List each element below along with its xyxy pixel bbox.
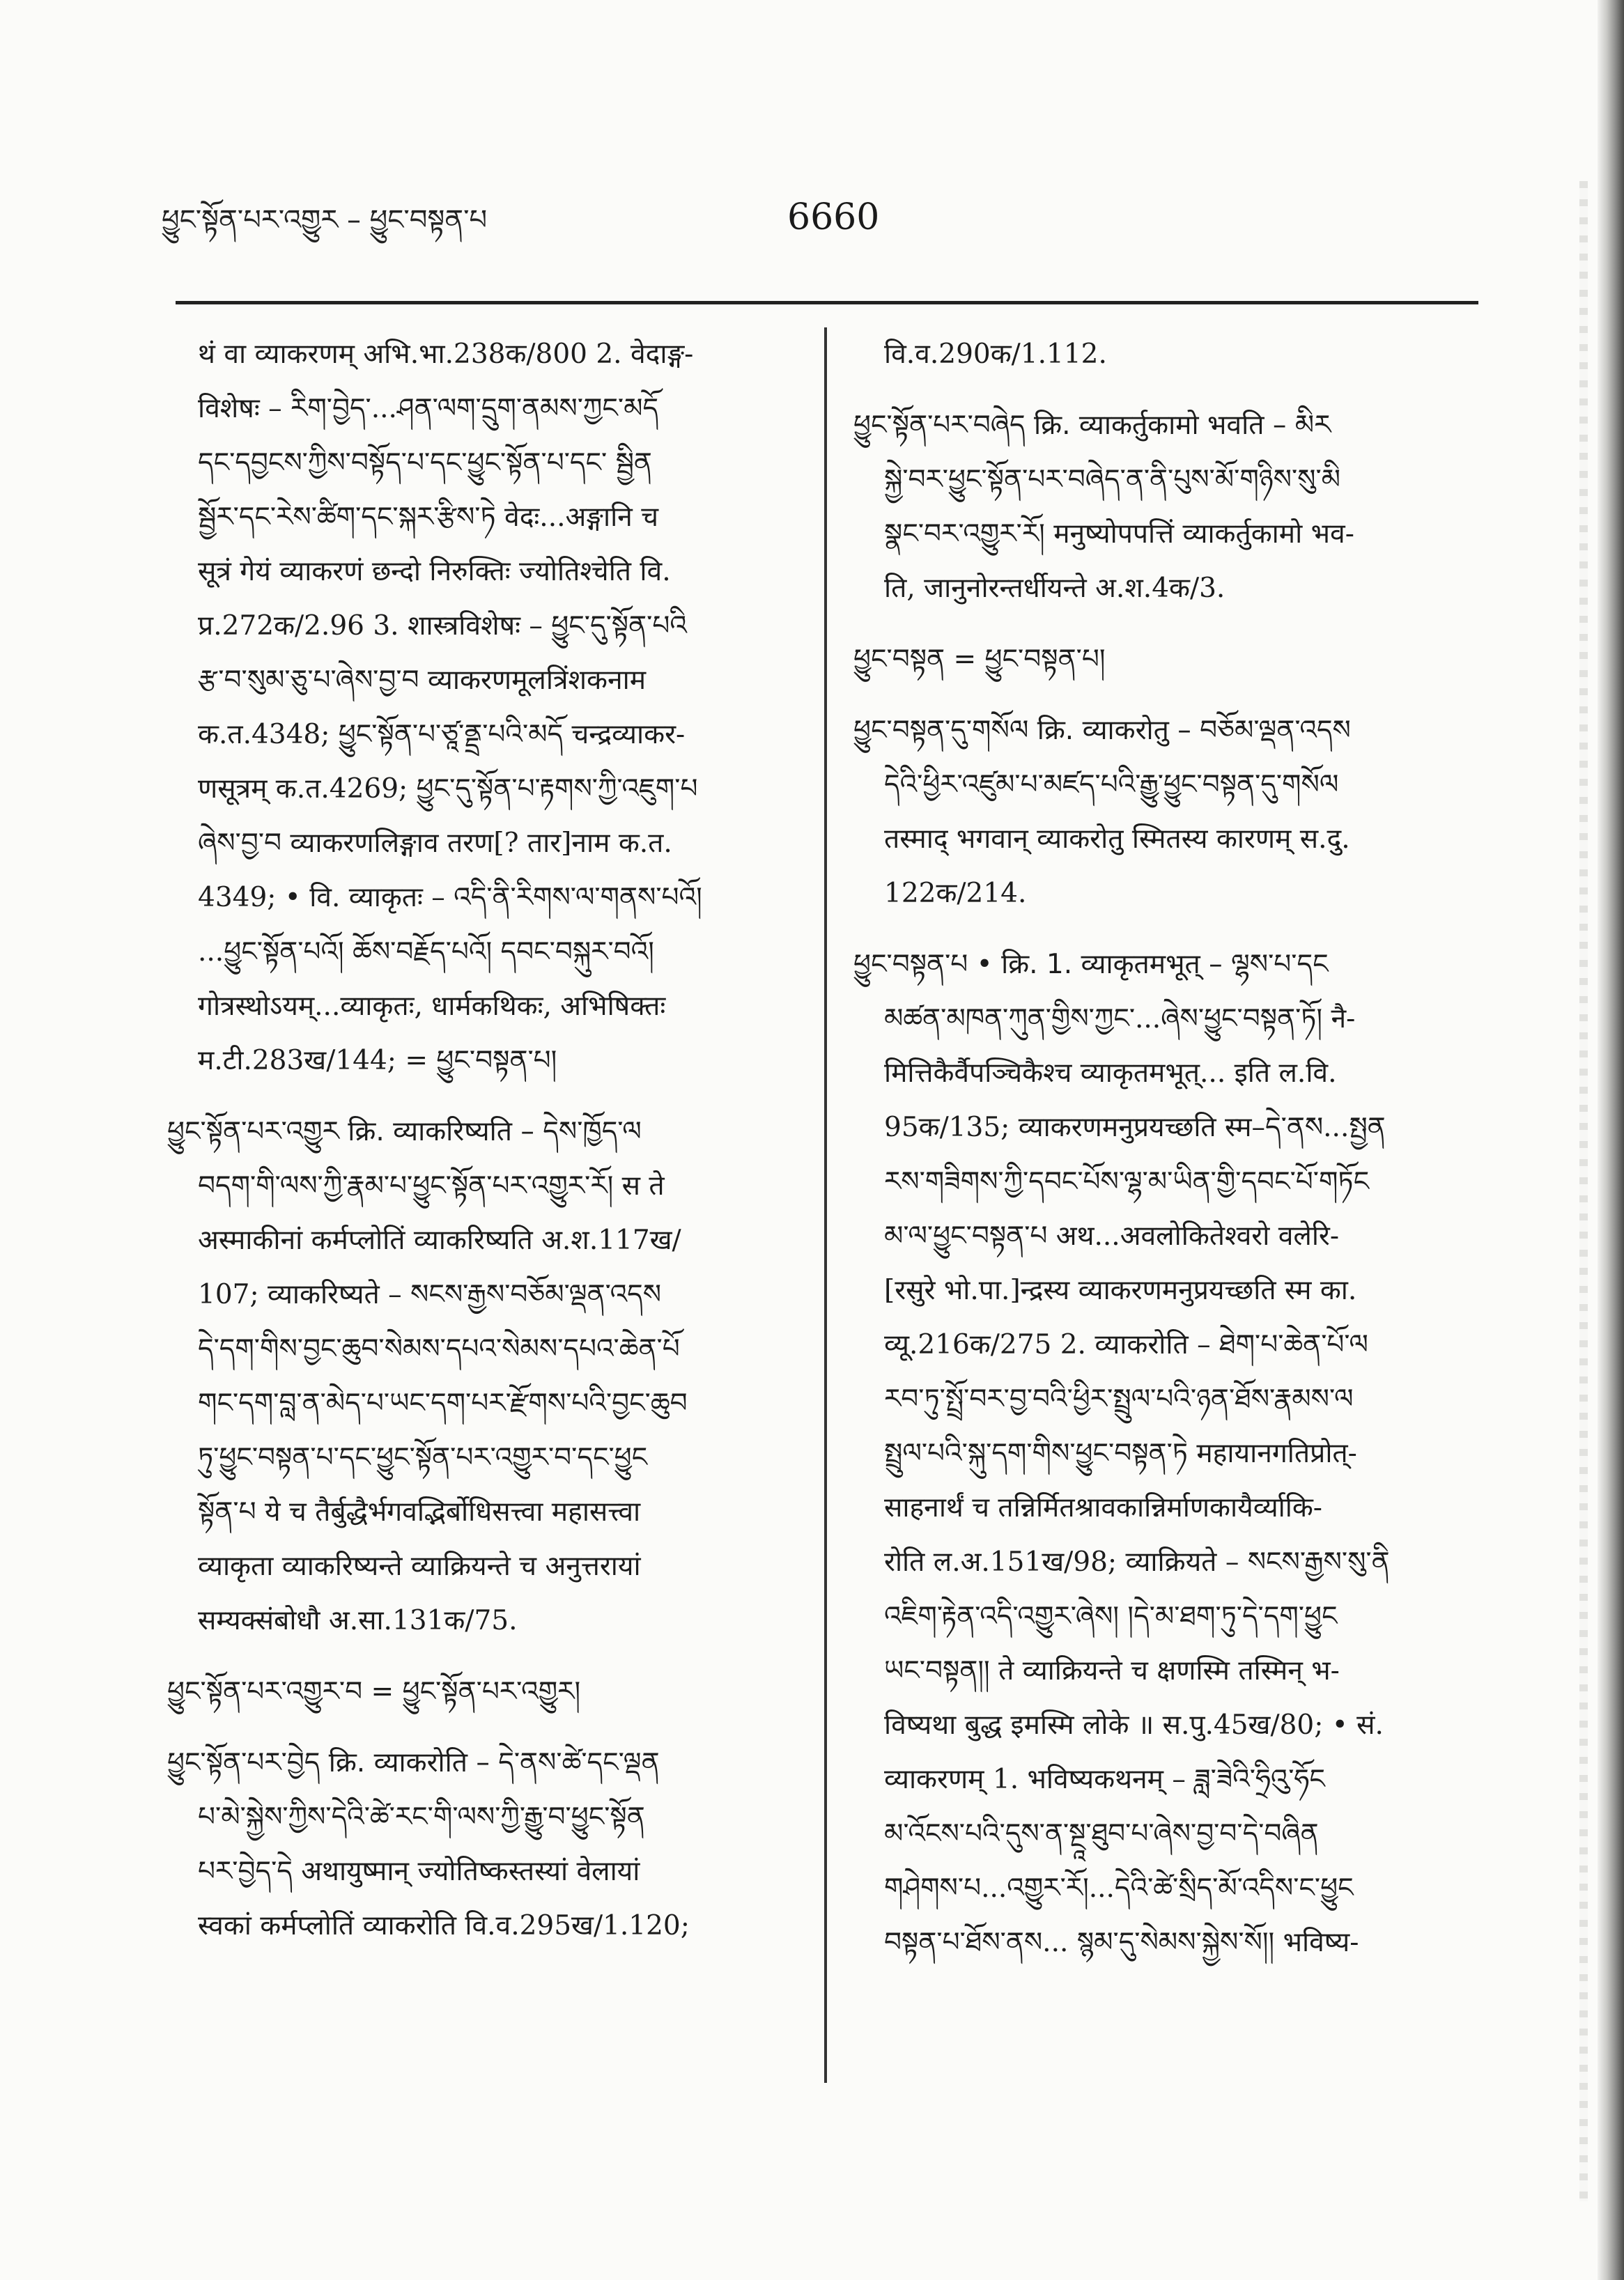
text-line: क.त.4348; ཕྱུང་སྟོན་པ་ཙཱ་ནྡྲ་པའི་མདོ चन्द्रव्याकर-: [198, 719, 686, 750]
text-line: व्यू.216क/275 2. व्याकरोति – ཐེག་པ་ཆེན་པོ་ལ: [884, 1329, 1368, 1360]
left-column: [167, 327, 794, 1953]
text-line: तस्माद् भगवान् व्याकरोतु स्मितस्य कारणम् स.दु.: [884, 823, 1350, 855]
text-line: ...ཕྱུང་སྟོན་པའོ། ཆོས་བརྗོད་པའོ། དབང་བསྐུར་བའོ།: [198, 936, 654, 968]
entry-first-line: ཕྱུང་སྟོན་པར་འགྱུར क्रि. व्याकरिष्यति – དེས་ཁྱོད་ལ: [167, 1116, 642, 1147]
text-line: སྣང་བར་འགྱུར་རོ། मनुष्योपपत्तिं व्याकर्तुकामो भव-: [884, 518, 1354, 550]
text-line: व्याकृता व्याकरिष्यन्ते व्याक्रियन्ते च अनुत्तरायां: [198, 1551, 641, 1582]
text-line: 4349; • वि. व्याकृतः – འདི་ནི་རིགས་ལ་གནས་པའོ།: [198, 882, 702, 913]
text-line: प्र.272क/2.96 3. शास्त्रविशेषः – ཕྱུང་དུ་སྟོན་པའི: [198, 610, 687, 642]
text-line: स्वकां कर्मप्लोतिं व्याकरोति वि.व.295ख/1.120;: [198, 1910, 690, 1941]
text-line: རས་གཟིགས་ཀྱི་དབང་པོས་ལྷ་མ་ཡིན་གྱི་དབང་པོ་གཏོང: [884, 1166, 1370, 1197]
text-line: བསྟན་པ་ཐོས་ནས... སྙམ་དུ་སེམས་སྐྱེས་སོ།། भविष्य-: [884, 1927, 1359, 1958]
entry-first-line: ཕྱུང་སྟོན་པར་བྱེད क्रि. व्याकरोति – དེ་ནས་ཚེ་དང་ལྡན: [167, 1747, 660, 1778]
text-line: གཤེགས་པ...འགྱུར་རོ།...དེའི་ཚེ་སྲིད་མོ་འདིས་ང་ཕྱུང: [884, 1872, 1354, 1904]
text-line: सम्यक्संबोधौ अ.सा.131क/75.: [198, 1605, 518, 1636]
text-line: 95क/135; व्याकरणमनुप्रयच्छति स्म–དེ་ནས...སྤྱན: [884, 1112, 1386, 1143]
text-line: णसूत्रम् क.त.4269; ཕྱུང་དུ་སྟོན་པ་རྟགས་ཀྱི་འཇུག་པ: [198, 773, 698, 805]
text-line: སྤྲུལ་པའི་སྐུ་དག་གིས་ཕྱུང་བསྟན་ཏེ महायानगतिप्रोत्-: [884, 1438, 1357, 1469]
text-line: गोत्रस्थोऽयम्...व्याकृतः, धार्मकथिकः, अभिषिक्तः: [198, 991, 666, 1022]
text-line: དེ་དག་གིས་བྱང་ཆུབ་སེམས་དཔའ་སེམས་དཔའ་ཆེན་པོ: [198, 1333, 680, 1365]
entry-gap: [853, 382, 1480, 398]
text-line: विशेषः – རིག་བྱེད་...ཤན་ལག་དྲུག་ནམས་ཀྱང་མདོ: [198, 393, 659, 424]
text-line: དེའི་ཕྱིར་འཛུམ་པ་མཛད་པའི་རྒྱུ་ཕྱུང་བསྟན་དུ་གསོལ: [884, 769, 1339, 800]
text-line: सूत्रं गेयं व्याकरणं छन्दो निरुक्तिः ज्योतिश्चेति वि.: [198, 556, 671, 587]
text-line: ཡང་བསྟན།། ते व्याक्रियन्ते च क्षणस्मि तस्मिन् भ-: [884, 1655, 1340, 1686]
text-line: अस्माकीनां कर्मप्लोतिं व्याकरिष्यति अ.श.117ख/: [198, 1225, 681, 1256]
entry-gap: [853, 616, 1480, 633]
text-line: སྦྱོར་དང་རེས་ཚིག་དང་སྐར་རྩིས་ཏེ वेदः...अङ्गानि च: [198, 502, 658, 533]
entry-first-line: ཕྱུང་བསྟན་དུ་གསོལ क्रि. व्याकरोतु – བཅོམ་ལྡན་འདས: [853, 715, 1351, 746]
text-line: མ་ལ་ཕྱུང་བསྟན་པ अथ...अवलोकितेश्वरो वलेरि-: [884, 1220, 1340, 1252]
text-line: པར་བྱེད་དེ अथायुष्मान् ज्योतिष्कस्तस्यां वेलायां: [198, 1856, 640, 1887]
text-line: སྟོན་པ ये च तैर्बुद्धैर्भगवद्भिर्बोधिसत्त्वा महासत्त्वा: [198, 1496, 641, 1528]
right-column: [853, 327, 1480, 1970]
text-line: ཏུ་ཕྱུང་བསྟན་པ་དང་ཕྱུང་སྟོན་པར་འགྱུར་བ་དང་ཕྱུང: [198, 1442, 648, 1473]
column-divider: [824, 327, 827, 2083]
entry-gap: [167, 1088, 794, 1105]
entry-gap: [853, 687, 1480, 704]
entry-first-line: ཕྱུང་སྟོན་པར་བཞེད क्रि. व्याकर्तुकामो भवति – མིར: [853, 410, 1331, 441]
text-line: སྐྱེ་བར་ཕྱུང་སྟོན་པར་བཞེད་ན་ནི་པུས་མོ་གཉིས་སུ་མི: [884, 464, 1341, 495]
entry-gap: [853, 921, 1480, 938]
text-line: म.टी.283ख/144; = ཕྱུང་བསྟན་པ།: [198, 1045, 557, 1076]
text-line: व्याकरणम् 1. भविष्यकथनम् – ཟླ་ཟེའི་ཧྲིའུ་ཧོང: [884, 1764, 1325, 1795]
text-line: གང་དག་བླ་ན་མེད་པ་ཡང་དག་པར་རྫོགས་པའི་བྱང་ཆུབ: [198, 1388, 688, 1419]
page-edge: [1598, 0, 1624, 2280]
text-line: वि.व.290क/1.112.: [884, 339, 1107, 370]
entry-gap: [167, 1648, 794, 1665]
text-line: ति, जानुनोरन्तर्धीयन्ते अ.श.4क/3.: [884, 573, 1225, 604]
text-line: རབ་ཏུ་སྤྲོ་བར་བྱ་བའི་ཕྱིར་སྤྲུལ་པའི་ཉན་ཐོས་རྣམས་ལ: [884, 1383, 1354, 1415]
text-line: विष्यथा बुद्ध इमस्मि लोके ॥ स.पु.45ख/80; • सं.: [884, 1709, 1384, 1741]
running-headword-range: ཕྱུང་སྟོན་པར་འགྱུར – ཕྱུང་བསྟན་པ: [162, 204, 488, 236]
text-line: འཇིག་རྟེན་འདི་འགྱུར་ཞེས། །དེ་མ་ཐག་ཏུ་དེ་དག་ཕྱུང: [884, 1601, 1338, 1632]
text-line: साहनार्थं च तन्निर्मितश्रावकान्निर्माणकायैर्व्याकि-: [884, 1492, 1322, 1523]
page-number: 6660: [787, 196, 880, 238]
entry-first-line: ཕྱུང་བསྟན་པ • क्रि. 1. व्याकृतमभूत् – ལྷས་པ་དང: [853, 949, 1329, 980]
text-line: བདག་གི་ལས་ཀྱི་རྣམ་པ་ཕྱུང་སྟོན་པར་འགྱུར་རོ། स ते: [198, 1170, 665, 1202]
text-line: थं वा व्याकरणम् अभि.भा.238क/800 2. वेदाङ्ग-: [198, 339, 694, 370]
text-line: མཚན་མཁན་ཀུན་གྱིས་ཀྱང་...ཞེས་ཕྱུང་བསྟན་ཏོ། नै-: [884, 1003, 1356, 1034]
text-line: ཞེས་བྱ་བ व्याकरणलिङ्गाव तरण[? तार]नाम क.त.: [198, 828, 672, 859]
text-line: 122क/214.: [884, 878, 1027, 909]
binding-shadow: [1579, 181, 1588, 2201]
text-line: རྩ་བ་སུམ་ཅུ་པ་ཞེས་བྱ་བ व्याकरणमूलत्रिंशकनाम: [198, 665, 647, 696]
entry-first-line: ཕྱུང་བསྟན = ཕྱུང་བསྟན་པ།: [853, 644, 1106, 675]
text-line: [रसुरे भो.पा.]न्द्रस्य व्याकरणमनुप्रयच्छति स्म का.: [884, 1275, 1357, 1306]
text-line: མ་འོངས་པའི་དུས་ན་སྔཱ་ཐུབ་པ་ཞེས་བྱ་བ་དེ་བཞིན: [884, 1818, 1319, 1849]
text-line: 107; व्याकरिष्यते – སངས་རྒྱས་བཅོམ་ལྡན་འདས: [198, 1279, 662, 1310]
header-rule: [176, 301, 1478, 304]
entry-gap: [167, 1719, 794, 1736]
entry-first-line: ཕྱུང་སྟོན་པར་འགྱུར་བ = ཕྱུང་སྟོན་པར་འགྱུར།: [167, 1676, 581, 1707]
text-line: मित्तिकैर्वैपञ्चिकैश्च व्याकृतमभूत्... इति ल.वि.: [884, 1057, 1337, 1089]
text-line: रोति ल.अ.151ख/98; व्याक्रियते – སངས་རྒྱས་སུ་ནི: [884, 1546, 1390, 1578]
text-line: དང་དབྱངས་ཀྱིས་བསྟོད་པ་དང་ཕྱུང་སྟོན་པ་དང་ སྦྱིན: [198, 447, 652, 479]
text-line: པ་མེ་སྐྱེས་ཀྱིས་དེའི་ཚེ་རང་གི་ལས་ཀྱི་རྒྱུ་བ་ཕྱུང་སྟོན: [198, 1801, 645, 1833]
